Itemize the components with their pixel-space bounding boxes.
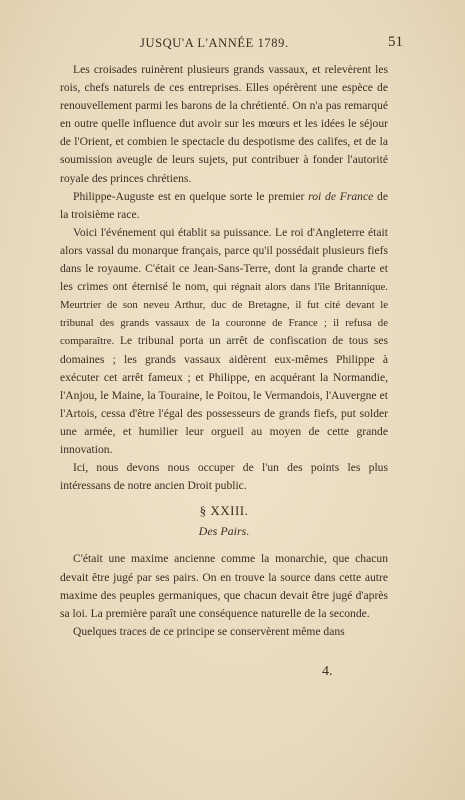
section-title: Des Pairs. [198, 524, 250, 539]
evenement-text: Voici l'événement qui établit sa puissance. Le roi d'Angleterre était alors vassal du monarque français, parce qu'il possédait plusieurs fiefs dans le royaume. C'était ce Jean-Sans-Terre, dont la grande charte et les crimes ont éternisé le nom, [60, 225, 388, 294]
body-text [60, 61, 388, 641]
philippe-text-italic: roi de France [308, 189, 374, 203]
signature-mark: 4. [322, 664, 333, 679]
page-number: 51 [388, 34, 403, 50]
paragraph-croisades: Les croisades ruinèrent plusieurs grands vassaux, et relevèrent les rois, chefs naturels de ces entreprises. Elles opérèrent une espèce de renouvellement parmi les barons de la chrétienté. On n'a pas remarqué en outre quelle influence dut avoir sur les mœurs et les idées le séjour de l'Orient, et combien le spectacle du despotisme des califes, et de la soumission aveugle de leurs sujets, put contribuer à fonder l'autorité royale des princes chrétiens. [60, 63, 388, 185]
paragraph-evenement [60, 224, 388, 459]
evenement-tribunal-text: Le tribunal porta un arrêt de confiscation de tous ses domaines ; les grands vassaux aidèrent eux-mêmes Philippe à exécuter cet arrêt fameux ; et Philippe, en acquérant la Normandie, l'Anjou, le Maine, la Touraine, le Poitou, le Vermandois, l'Auvergne et l'Artois, cessa d'être l'égal des possesseurs de grands fiefs, put solder une armée, et humilier leur orgueil au moyen de cette grande innovation. [60, 334, 388, 456]
paragraph-philippe [60, 188, 388, 224]
running-head: JUSQU'A L'ANNÉE 1789. [140, 36, 289, 50]
philippe-text-before: Philippe-Auguste est en quelque sorte le premier [73, 189, 309, 203]
evenement-small-text: qui régnait alors dans l'île Britannique. Meurtrier de son neveu Arthur, duc de Bretagne, il fut cité devant le tribunal des grands vassaux de la couronne de France ; il refusa de comparaître. [60, 281, 388, 348]
section-number: § XXIII. [199, 503, 249, 519]
page-header [140, 36, 403, 54]
paragraph-maxime: C'était une maxime ancienne comme la monarchie, que chacun devait être jugé par ses pairs. On en trouve la source dans cette autre maxime des peuples germaniques, que chacun devait être jugé d'après sa loi. La première paraît une conséquence naturelle de la seconde. [60, 552, 388, 620]
philippe-text-after: de la troisième race. [60, 189, 388, 221]
paragraph-traces: Quelques traces de ce principe se conservèrent même dans [73, 624, 345, 638]
paragraph-ici: Ici, nous devons nous occuper de l'un des points les plus intéressans de notre ancien Droit public. [60, 461, 388, 493]
